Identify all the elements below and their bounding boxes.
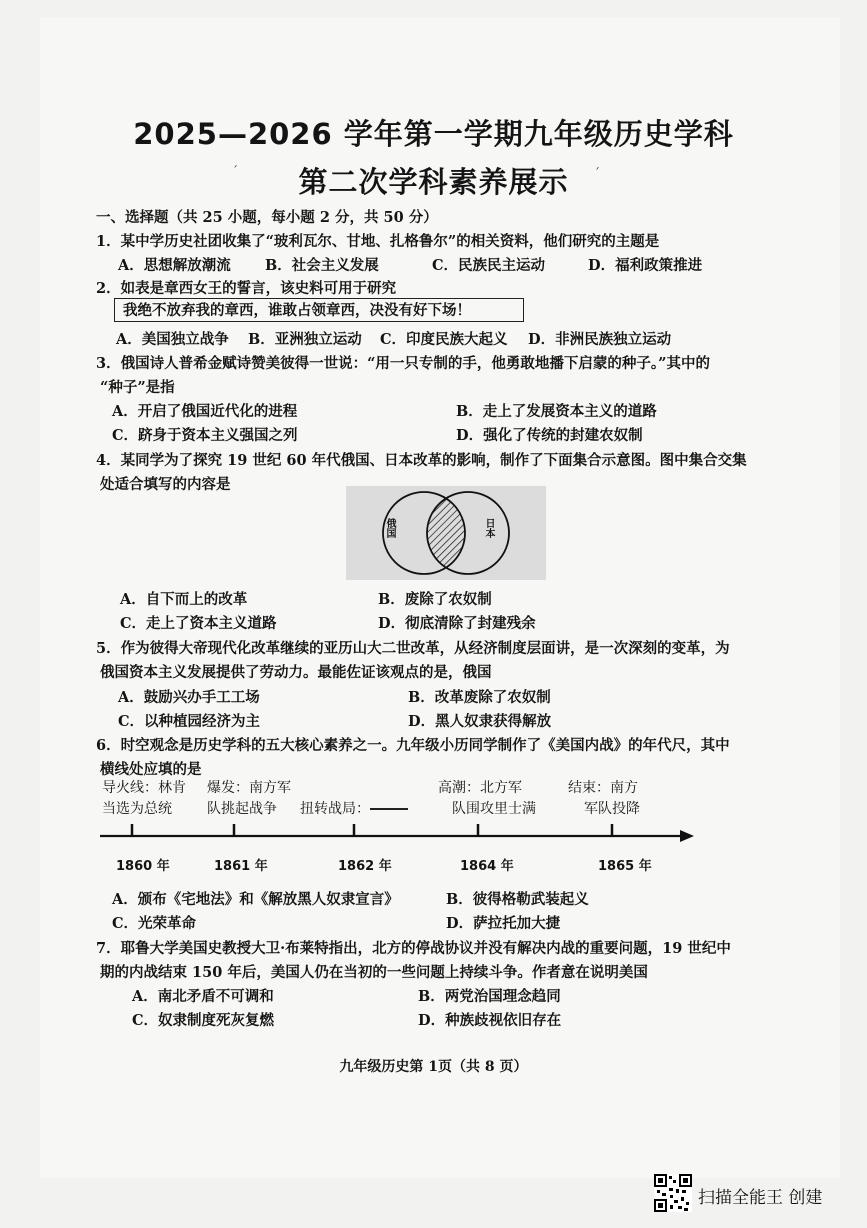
q6-option-c: C．光荣革命 <box>112 915 197 932</box>
venn-diagram <box>346 486 546 580</box>
pen-mark-left: ˊ <box>232 164 238 178</box>
q3-option-c: C．跻身于资本主义强国之列 <box>112 427 298 444</box>
q5-stem-line1: 5．作为彼得大帝现代化改革继续的亚历山大二世改革，从经济制度层面讲，是一次深刻的变革，为 <box>96 640 730 657</box>
q7-option-a: A．南北矛盾不可调和 <box>132 988 274 1005</box>
timeline-event-3: 扭转战局： <box>300 801 370 817</box>
q3-option-b: B．走上了发展资本主义的道路 <box>456 403 657 420</box>
section-heading: 一、选择题（共 25 小题，每小题 2 分，共 50 分） <box>96 209 438 226</box>
timeline-event-4a: 高潮：北方军 <box>438 780 522 796</box>
q7-option-b: B．两党治国理念趋同 <box>418 988 561 1005</box>
q4-option-d: D．彻底清除了封建残余 <box>378 615 536 632</box>
timeline-event-2b: 队挑起战争 <box>207 801 277 817</box>
q3-option-a: A．开启了俄国近代化的进程 <box>112 403 298 420</box>
scanner-watermark: 扫描全能王 创建 <box>698 1188 823 1208</box>
q6-option-a: A．颁布《宅地法》和《解放黑人奴隶宣言》 <box>112 891 399 908</box>
q2-option-d: D．非洲民族独立运动 <box>528 331 672 348</box>
timeline-event-2a: 爆发：南方军 <box>207 780 291 796</box>
q3-option-d: D．强化了传统的封建农奴制 <box>456 427 643 444</box>
q4-stem-line1: 4．某同学为了探究 19 世纪 60 年代俄国、日本改革的影响，制作了下面集合示意图。图中集合交集 <box>96 452 747 469</box>
q2-option-b: B．亚洲独立运动 <box>248 331 362 348</box>
timeline-event-1a: 导火线：林肯 <box>102 780 186 796</box>
timeline-year-1865: 1865 年 <box>598 859 652 874</box>
q4-option-b: B．废除了农奴制 <box>378 591 492 608</box>
qr-code-icon <box>654 1174 692 1212</box>
q5-option-a: A．鼓励兴办手工工场 <box>118 689 260 706</box>
q1-option-a: A．思想解放潮流 <box>118 257 231 274</box>
timeline-year-1860: 1860 年 <box>116 859 170 874</box>
pen-mark-right: ˊ <box>594 166 600 180</box>
exam-title-line1: 2025—2026 学年第一学期九年级历史学科 <box>133 117 734 151</box>
q5-option-d: D．黑人奴隶获得解放 <box>408 713 552 730</box>
q7-stem-line1: 7．耶鲁大学美国史教授大卫·布莱特指出，北方的停战协议并没有解决内战的重要问题，19 世纪中 <box>96 940 731 957</box>
venn-label-japan: 日本 <box>483 518 494 538</box>
q3-stem-line2: “种子”是指 <box>100 379 175 396</box>
timeline-event-1b: 当选为总统 <box>102 801 172 817</box>
q4-option-c: C．走上了资本主义道路 <box>120 615 277 632</box>
q6-stem-line1: 6．时空观念是历史学科的五大核心素养之一。九年级小历同学制作了《美国内战》的年代尺，其中 <box>96 737 730 754</box>
timeline-year-1862: 1862 年 <box>338 859 392 874</box>
timeline-arrow <box>680 830 694 842</box>
exam-title-line2: 第二次学科素养展示 <box>298 165 569 199</box>
q5-option-b: B．改革废除了农奴制 <box>408 689 551 706</box>
q1-option-d: D．福利政策推进 <box>588 257 703 274</box>
timeline-year-1861: 1861 年 <box>214 859 268 874</box>
q1-stem: 1．某中学历史社团收集了“玻利瓦尔、甘地、扎格鲁尔”的相关资料，他们研究的主题是 <box>96 233 660 250</box>
q5-option-c: C．以种植园经济为主 <box>118 713 261 730</box>
page-footer: 九年级历史第 1页（共 8 页） <box>339 1059 528 1075</box>
q5-stem-line2: 俄国资本主义发展提供了劳动力。最能佐证该观点的是，俄国 <box>100 664 492 681</box>
q2-option-a: A．美国独立战争 <box>116 331 229 348</box>
q7-option-c: C．奴隶制度死灰复燃 <box>132 1012 275 1029</box>
venn-label-russia: 俄国 <box>384 518 395 538</box>
q4-option-a: A．自下而上的改革 <box>120 591 248 608</box>
timeline-event-5b: 军队投降 <box>584 801 640 817</box>
q2-stem: 2．如表是章西女王的誓言，该史料可用于研究 <box>96 280 397 297</box>
q1-option-b: B．社会主义发展 <box>265 257 379 274</box>
q6-stem-line2: 横线处应填的是 <box>100 761 202 778</box>
timeline-axis <box>96 818 696 854</box>
q6-option-b: B．彼得格勒武装起义 <box>446 891 589 908</box>
q7-option-d: D．种族歧视依旧存在 <box>418 1012 562 1029</box>
timeline-event-5a: 结束：南方 <box>568 780 638 796</box>
q3-stem-line1: 3．俄国诗人普希金赋诗赞美彼得一世说：“用一只专制的手，他勇敢地播下启蒙的种子。”其中的 <box>96 355 711 372</box>
timeline-event-4b: 队围攻里士满 <box>452 801 536 817</box>
q2-option-c: C．印度民族大起义 <box>380 331 508 348</box>
q6-option-d: D．萨拉托加大捷 <box>446 915 561 932</box>
q1-option-c: C．民族民主运动 <box>432 257 546 274</box>
q7-stem-line2: 期的内战结束 150 年后，美国人仍在当初的一些问题上持续斗争。作者意在说明美国 <box>100 964 648 981</box>
q2-quote-box: 我绝不放弃我的章西，谁敢占领章西，决没有好下场！ <box>114 298 524 322</box>
timeline-answer-blank <box>370 808 408 810</box>
timeline-year-1864: 1864 年 <box>460 859 514 874</box>
venn-circles <box>346 486 546 580</box>
q4-stem-line2: 处适合填写的内容是 <box>100 476 231 493</box>
